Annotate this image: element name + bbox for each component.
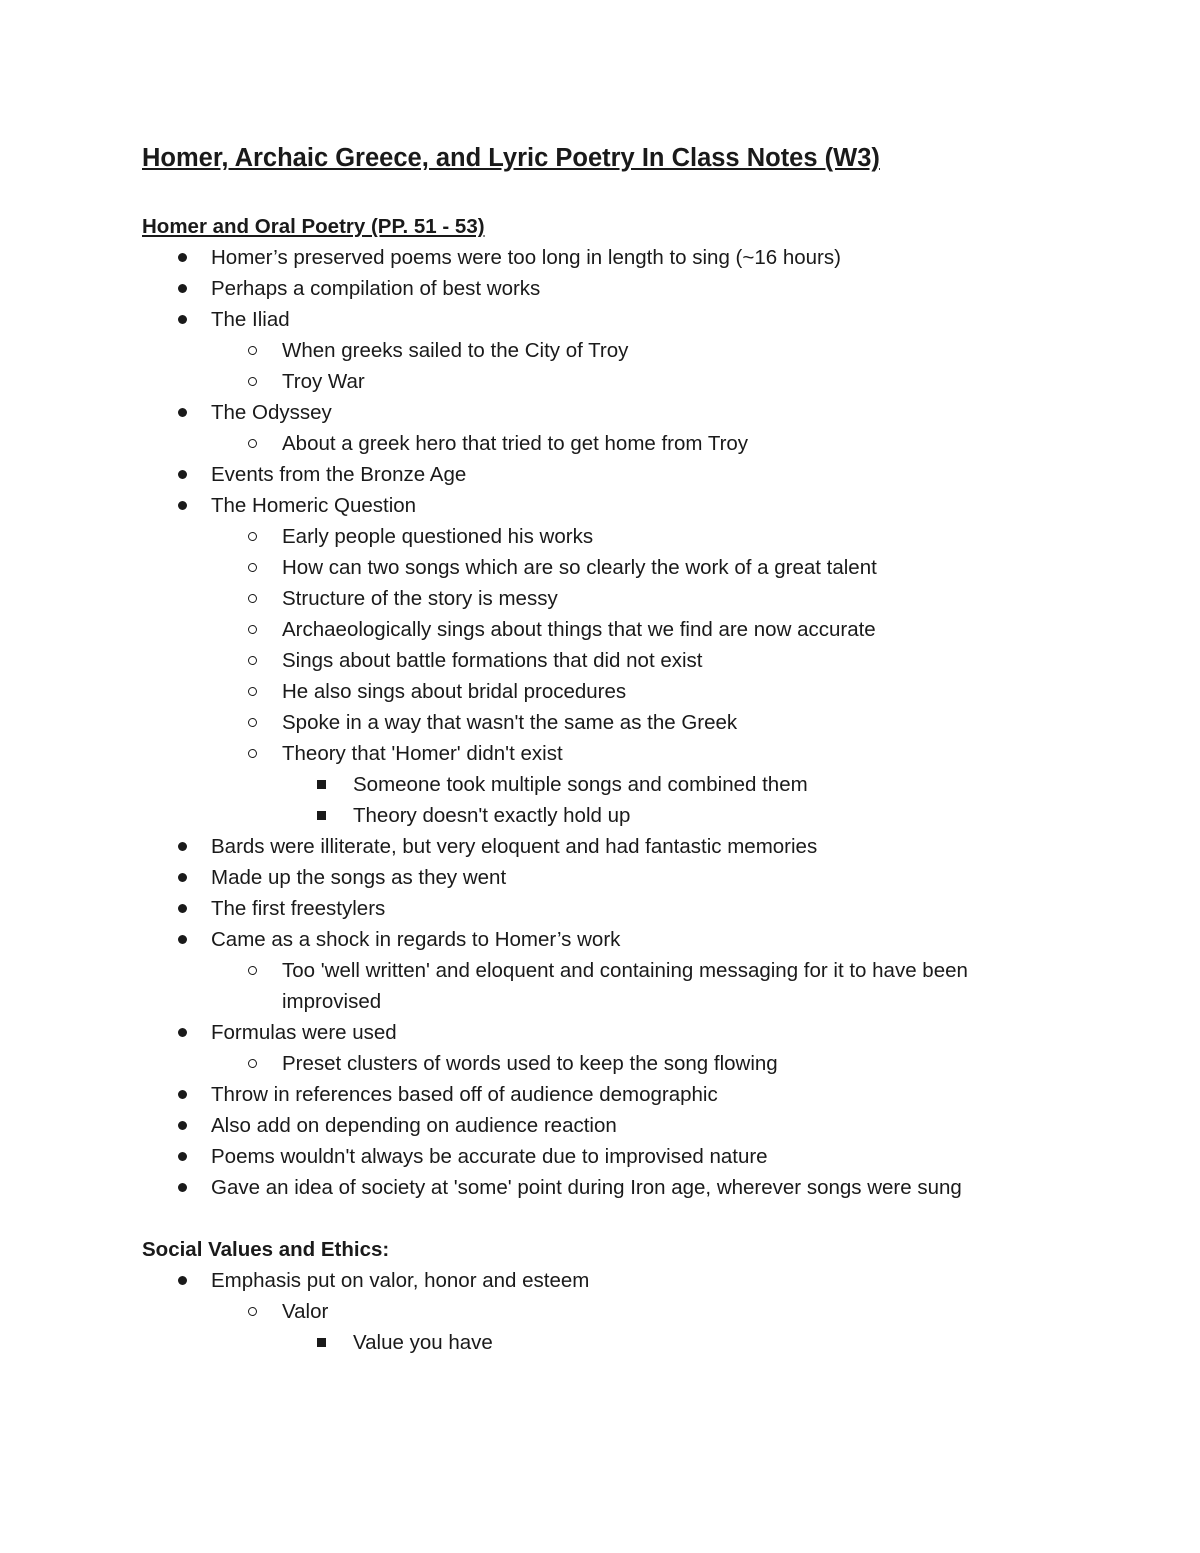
list-item (142, 397, 1042, 428)
list-item (142, 242, 1042, 273)
list-item-text: Throw in references based off of audience demographic (211, 1083, 718, 1106)
filled-circle-bullet-icon (178, 893, 187, 924)
list-item-text: Sings about battle formations that did not exist (282, 649, 703, 672)
list-item (142, 521, 1042, 552)
filled-circle-bullet-icon (178, 459, 187, 490)
list-item (142, 1017, 1042, 1048)
list-item-text: Preset clusters of words used to keep the song flowing (282, 1052, 778, 1075)
list-item-text: When greeks sailed to the City of Troy (282, 339, 629, 362)
list-item (142, 893, 1042, 924)
square-bullet-icon (317, 1327, 326, 1358)
list-item (142, 490, 1042, 521)
list-item-text: Someone took multiple songs and combined them (353, 773, 808, 796)
hollow-circle-bullet-icon (248, 645, 257, 676)
list-item-text: Theory that 'Homer' didn't exist (282, 742, 563, 765)
list-item-text: Came as a shock in regards to Homer’s work (211, 928, 621, 951)
list-item (142, 273, 1042, 304)
filled-circle-bullet-icon (178, 490, 187, 521)
list-item (142, 831, 1042, 862)
list-item (142, 862, 1042, 893)
hollow-circle-bullet-icon (248, 707, 257, 738)
filled-circle-bullet-icon (178, 273, 187, 304)
list-item-text: Made up the songs as they went (211, 866, 507, 889)
list-item (142, 583, 1042, 614)
list-item (142, 924, 1042, 955)
hollow-circle-bullet-icon (248, 1048, 257, 1079)
list-item (142, 335, 1042, 366)
list-item-text: How can two songs which are so clearly the work of a great talent (282, 556, 877, 579)
section-heading: Homer and Oral Poetry (PP. 51 - 53) (142, 215, 485, 238)
filled-circle-bullet-icon (178, 397, 187, 428)
list-item-text: The Odyssey (211, 401, 332, 424)
list-item (142, 1296, 1042, 1327)
filled-circle-bullet-icon (178, 831, 187, 862)
list-item (142, 428, 1042, 459)
section-heading: Social Values and Ethics: (142, 1238, 390, 1261)
square-bullet-icon (317, 769, 326, 800)
filled-circle-bullet-icon (178, 1265, 187, 1296)
list-item (142, 676, 1042, 707)
list-item-text: Valor (282, 1300, 329, 1323)
list-item-text: The Homeric Question (211, 494, 417, 517)
list-item (142, 1172, 1042, 1203)
hollow-circle-bullet-icon (248, 552, 257, 583)
list-item-text: Theory doesn't exactly hold up (353, 804, 631, 827)
list-item-text: He also sings about bridal procedures (282, 680, 627, 703)
list-item-text: Events from the Bronze Age (211, 463, 467, 486)
list-item (142, 366, 1042, 397)
hollow-circle-bullet-icon (248, 676, 257, 707)
filled-circle-bullet-icon (178, 1110, 187, 1141)
section-spacer (142, 1203, 1042, 1234)
hollow-circle-bullet-icon (248, 738, 257, 769)
bullet-list (142, 242, 1042, 1203)
list-item-text: Value you have (353, 1331, 493, 1354)
list-item (142, 552, 1042, 583)
list-item (142, 304, 1042, 335)
list-item (142, 1079, 1042, 1110)
filled-circle-bullet-icon (178, 304, 187, 335)
hollow-circle-bullet-icon (248, 614, 257, 645)
section-social-values (142, 1234, 1042, 1358)
list-item (142, 614, 1042, 645)
filled-circle-bullet-icon (178, 924, 187, 955)
hollow-circle-bullet-icon (248, 366, 257, 397)
document-title: Homer, Archaic Greece, and Lyric Poetry In Class Notes (W3) (142, 144, 880, 172)
filled-circle-bullet-icon (178, 1079, 187, 1110)
filled-circle-bullet-icon (178, 1017, 187, 1048)
hollow-circle-bullet-icon (248, 1296, 257, 1327)
list-item-text: Emphasis put on valor, honor and esteem (211, 1269, 590, 1292)
list-item-text: The first freestylers (211, 897, 386, 920)
filled-circle-bullet-icon (178, 1141, 187, 1172)
square-bullet-icon (317, 800, 326, 831)
document-page (142, 138, 1042, 1358)
section-homer-oral-poetry (142, 211, 1042, 1203)
hollow-circle-bullet-icon (248, 583, 257, 614)
hollow-circle-bullet-icon (248, 521, 257, 552)
list-item-text: About a greek hero that tried to get home from Troy (282, 432, 749, 455)
list-item (142, 459, 1042, 490)
list-item (142, 1048, 1042, 1079)
list-item (142, 1327, 1042, 1358)
list-item-text: Early people questioned his works (282, 525, 594, 548)
list-item-text: Homer’s preserved poems were too long in length to sing (~16 hours) (211, 246, 841, 269)
hollow-circle-bullet-icon (248, 335, 257, 366)
list-item (142, 1110, 1042, 1141)
list-item-text: Bards were illiterate, but very eloquent and had fantastic memories (211, 835, 818, 858)
list-item-text: Poems wouldn't always be accurate due to improvised nature (211, 1145, 768, 1168)
list-item (142, 769, 1042, 800)
list-item-text: Spoke in a way that wasn't the same as the Greek (282, 711, 738, 734)
list-item-text: Troy War (282, 370, 365, 393)
filled-circle-bullet-icon (178, 242, 187, 273)
list-item (142, 645, 1042, 676)
filled-circle-bullet-icon (178, 1172, 187, 1203)
list-item-text: Perhaps a compilation of best works (211, 277, 541, 300)
list-item-text: Too 'well written' and eloquent and containing messaging for it to have been improvised (282, 959, 968, 1013)
title-spacer (142, 178, 1042, 211)
list-item-text: Gave an idea of society at 'some' point during Iron age, wherever songs were sung (211, 1176, 962, 1199)
list-item (142, 1141, 1042, 1172)
list-item-text: Formulas were used (211, 1021, 397, 1044)
list-item (142, 800, 1042, 831)
list-item (142, 955, 1042, 1017)
bullet-list (142, 1265, 1042, 1358)
list-item (142, 738, 1042, 769)
hollow-circle-bullet-icon (248, 955, 257, 986)
list-item (142, 1265, 1042, 1296)
list-item (142, 707, 1042, 738)
list-item-text: Also add on depending on audience reaction (211, 1114, 617, 1137)
list-item-text: The Iliad (211, 308, 290, 331)
list-item-text: Structure of the story is messy (282, 587, 558, 610)
hollow-circle-bullet-icon (248, 428, 257, 459)
filled-circle-bullet-icon (178, 862, 187, 893)
list-item-text: Archaeologically sings about things that we find are now accurate (282, 618, 876, 641)
